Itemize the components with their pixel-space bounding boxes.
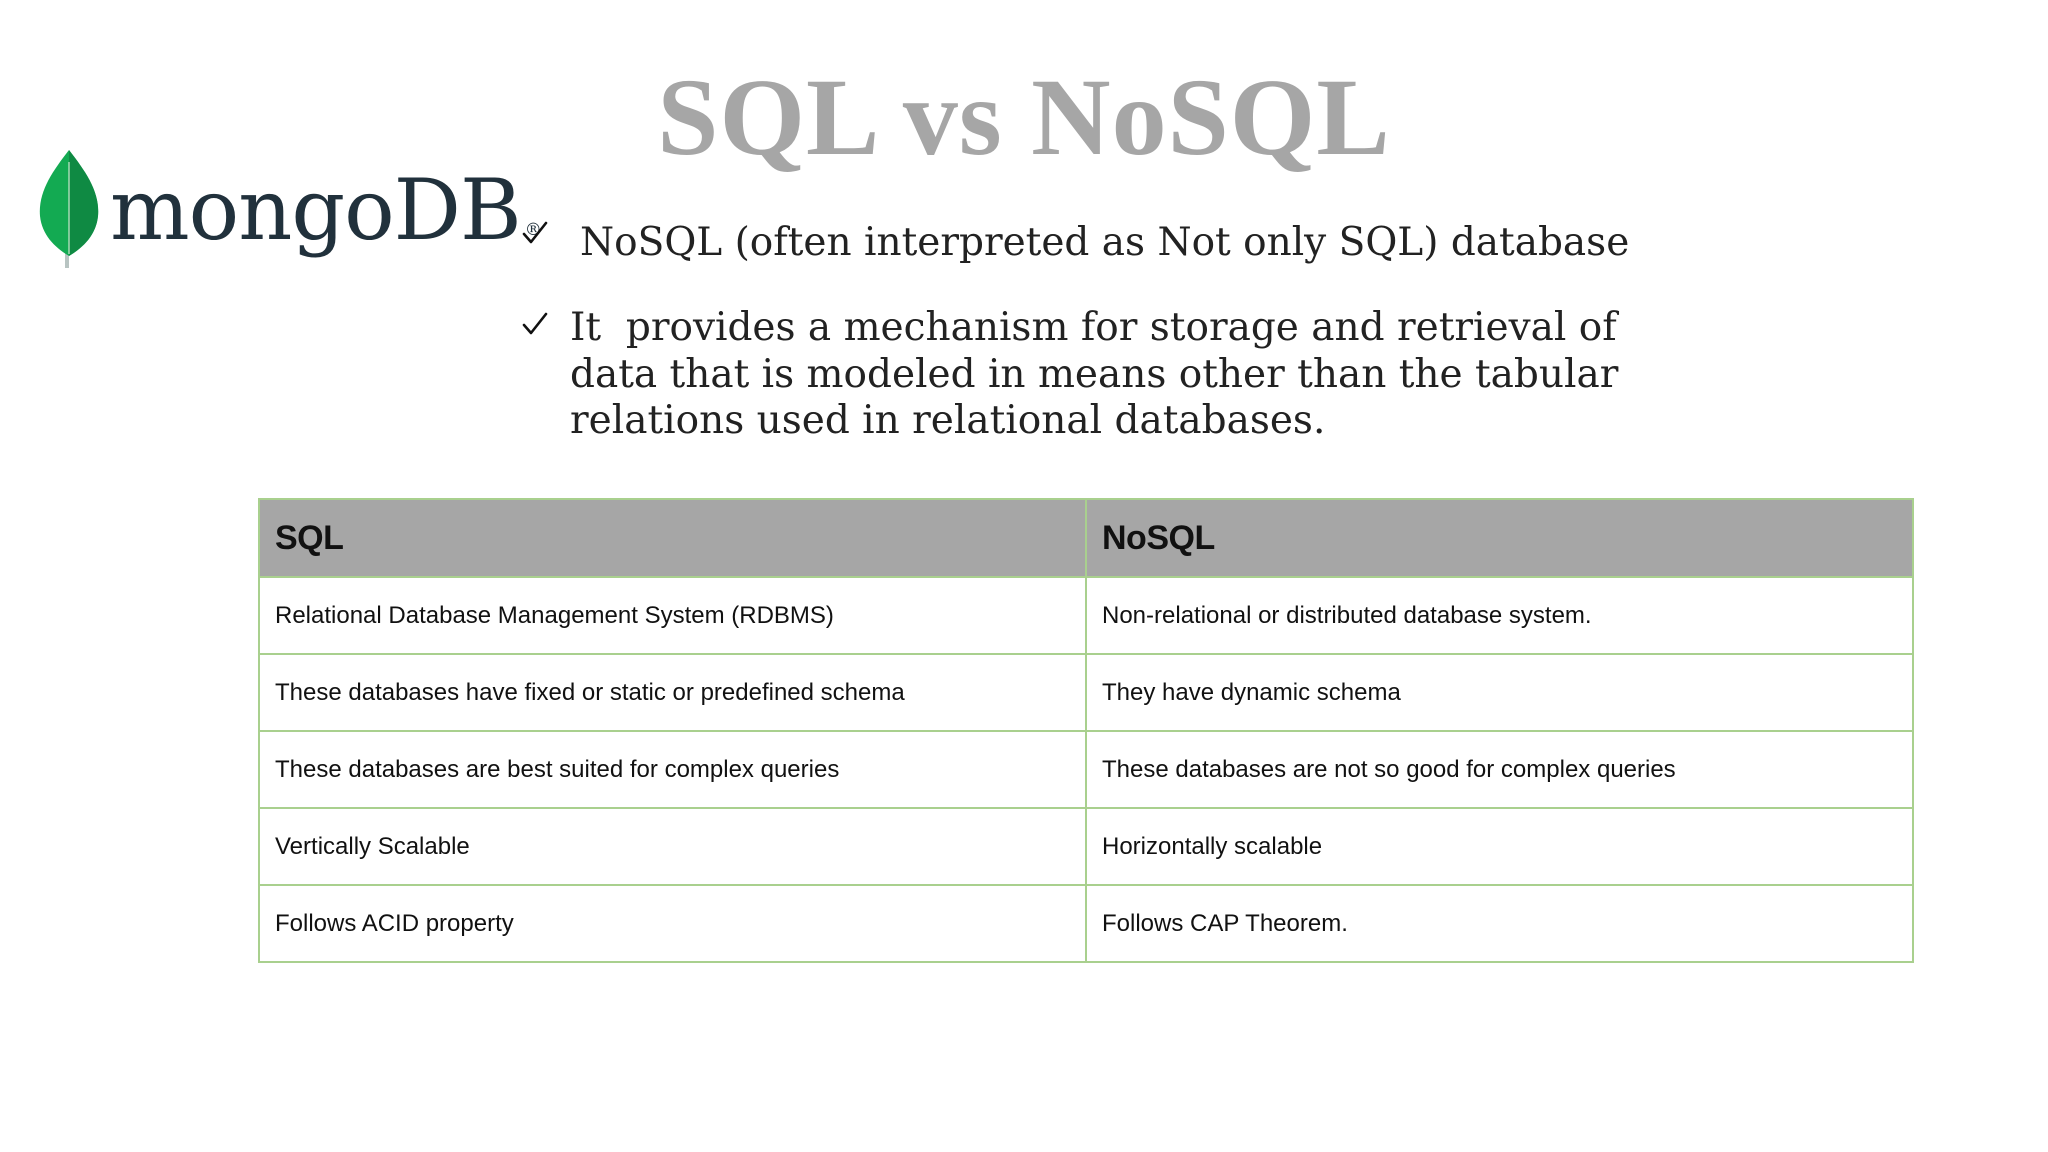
table-cell: Non-relational or distributed database system. bbox=[1086, 577, 1913, 654]
checkmark-icon bbox=[520, 309, 550, 339]
table-cell: These databases have fixed or static or predefined schema bbox=[259, 654, 1086, 731]
logo-wordmark bbox=[110, 161, 542, 259]
table-row bbox=[259, 654, 1913, 731]
table-row bbox=[259, 885, 1913, 962]
table-cell: They have dynamic schema bbox=[1086, 654, 1913, 731]
logo-wordmark-text: mongoDB bbox=[110, 161, 521, 259]
table-cell: Vertically Scalable bbox=[259, 808, 1086, 885]
checkmark-icon bbox=[520, 218, 550, 248]
table-cell: These databases are not so good for complex queries bbox=[1086, 731, 1913, 808]
table-cell: Horizontally scalable bbox=[1086, 808, 1913, 885]
table-row bbox=[259, 808, 1913, 885]
bullet-text: NoSQL (often interpreted as Not only SQL) database bbox=[580, 220, 1630, 265]
comparison-table bbox=[258, 498, 1914, 963]
slide-title: SQL vs NoSQL bbox=[657, 56, 1391, 178]
bullet-text: It provides a mechanism for storage and retrieval of data that is modeled in means other than the tabular relations used in relational databases. bbox=[570, 305, 1631, 443]
table-cell: Follows ACID property bbox=[259, 885, 1086, 962]
table-cell: These databases are best suited for complex queries bbox=[259, 731, 1086, 808]
leaf-icon bbox=[36, 148, 102, 274]
column-header-nosql: NoSQL bbox=[1086, 499, 1913, 577]
table-cell: Follows CAP Theorem. bbox=[1086, 885, 1913, 962]
column-header-sql: SQL bbox=[259, 499, 1086, 577]
registered-mark: ® bbox=[524, 220, 542, 240]
table-header-row bbox=[259, 499, 1913, 577]
table-row bbox=[259, 731, 1913, 808]
table-row bbox=[259, 577, 1913, 654]
mongodb-logo bbox=[36, 148, 542, 278]
table-cell: Relational Database Management System (RDBMS) bbox=[259, 577, 1086, 654]
